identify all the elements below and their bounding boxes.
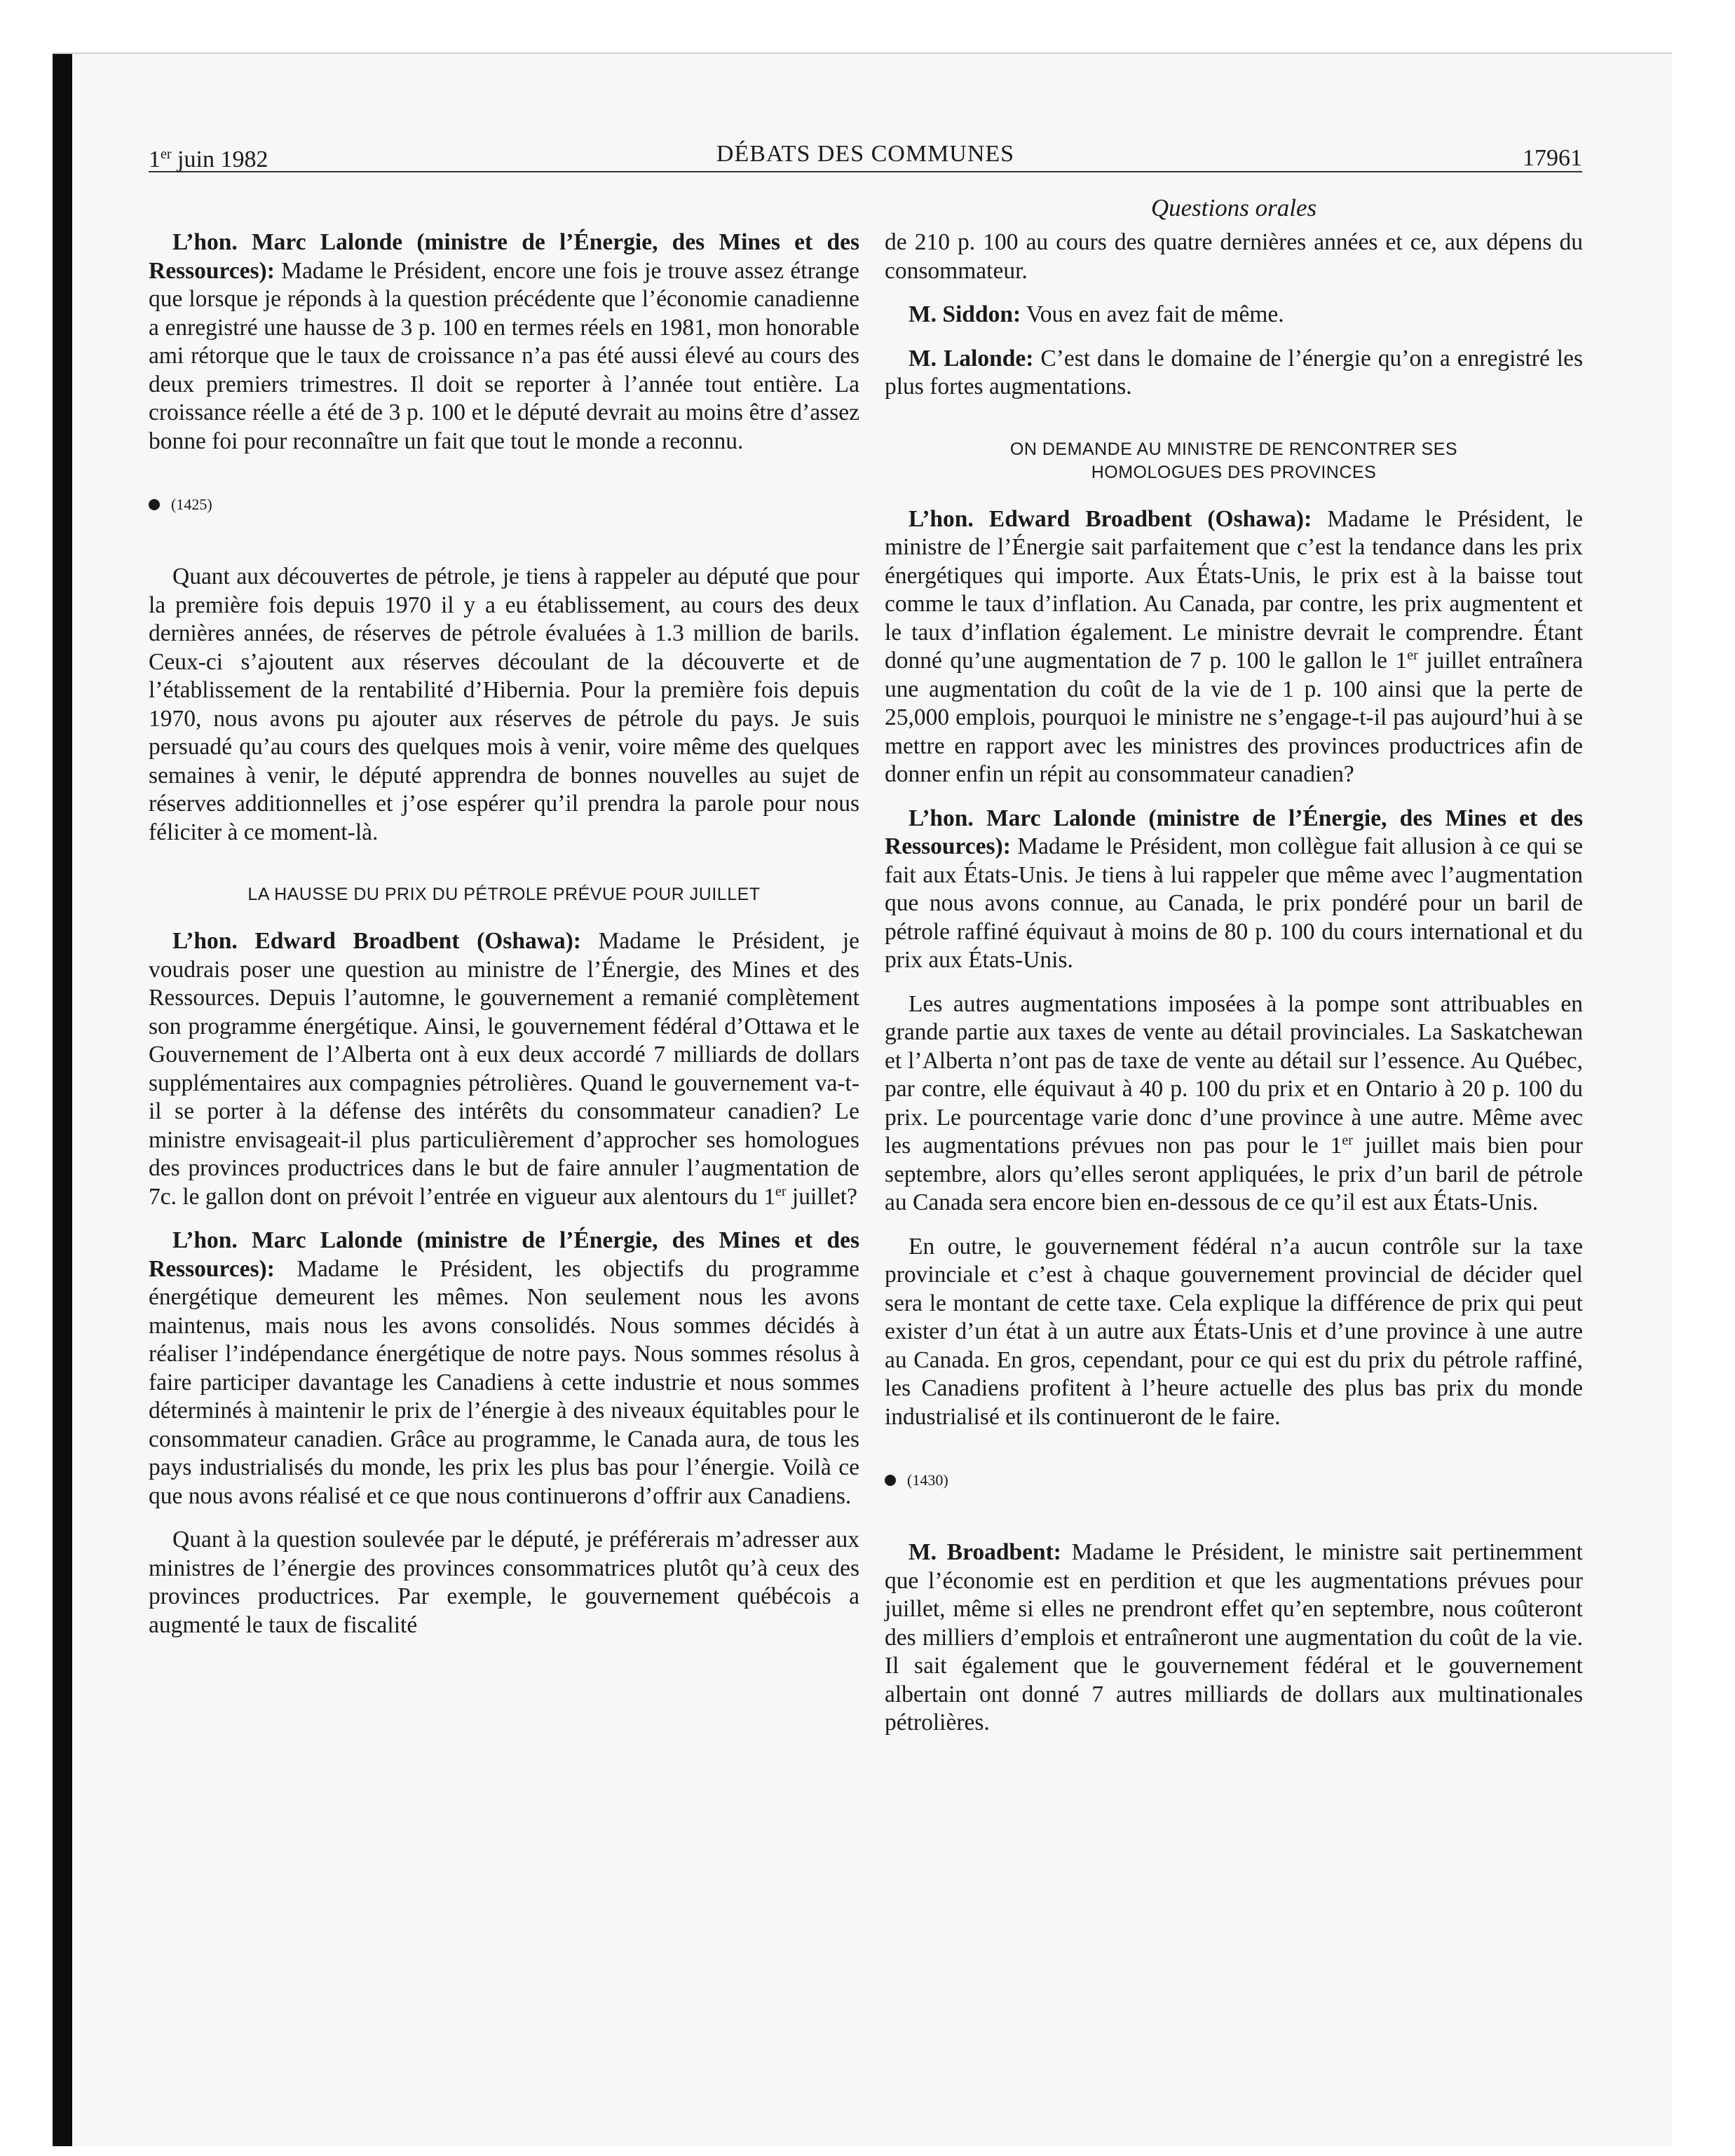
speaker-name: M. Broadbent: — [909, 1539, 1061, 1565]
section-title-line: ON DEMANDE AU MINISTRE DE RENCONTRER SES — [1009, 439, 1458, 459]
paragraph: Quant à la question soulevée par le député, je préférerais m’adresser aux ministres de l’énergie des provinces consommatrices plutôt qu’à ceux des provinces productrices. Par exemple, le gouvernement québécois a augmenté le taux de fiscalité — [149, 1527, 859, 1638]
speech-text-end: juillet entraînera une augmentation du coût de la vie de 1 p. 100 ainsi que la perte de 25,000 emplois, pourquoi le ministre ne s’engage-t-il pas aujourd’hui à se mettre en rapport avec les ministres des provinces productrices afin de donner enfin un répit au consommateur canadien? — [885, 648, 1583, 787]
time-marker — [149, 494, 859, 515]
header-title: DÉBATS DES COMMUNES — [716, 141, 1015, 167]
section-title-line: HOMOLOGUES DES PROVINCES — [1091, 462, 1377, 482]
running-head: Questions orales — [1150, 194, 1317, 221]
paragraph — [149, 228, 859, 456]
speaker-name: L’hon. Marc Lalonde (ministre de l’Énergie, des Mines et des Ressources): — [149, 1227, 859, 1282]
bullet-icon — [149, 499, 160, 510]
section-title — [885, 438, 1583, 484]
speech-text: Madame le Président, le ministre de l’Énergie sait parfaitement que c’est la tendance dans les prix énergétiques qui importe. Aux États-Unis, le prix est à la baisse tout comme le taux d’inflation. Au Canada, par contre, les prix augmentent et le taux d’inflation également. Le ministre devrait le comprendre. Étant donné qu’une augmentation de 7 p. 100 le gallon le 1 — [885, 505, 1583, 674]
speech-text: Madame le Président, les objectifs du programme énergétique demeurent les mêmes. Non seulement nous les avons maintenus, mais nous les avons consolidés. Nous sommes décidés à réaliser l’indépendance énergétique de notre pays. Nous sommes résolus à faire participer davantage les Canadiens à cette industrie et nous sommes déterminés à maintenir le prix de l’énergie à des niveaux équitables pour le consommateur canadien. Grâce au programme, le Canada aura, de tous les pays industrialisés du monde, les prix les plus bas pour l’énergie. Voilà ce que nous avons réalisé et ce que nous continuerons d’offrir aux Canadiens. — [149, 1255, 859, 1509]
page-header — [149, 137, 1582, 172]
speaker-name: L’hon. Marc Lalonde (ministre de l’Énergie, des Mines et des Ressources): — [885, 805, 1583, 859]
time-marker — [885, 1470, 1583, 1491]
speech-text: Madame le Président, je voudrais poser une question au ministre de l’Énergie, des Mines et des Ressources. Depuis l’automne, le gouvernement a remanié complètement son programme énergétique. Ainsi, le gouvernement fédéral d’Ottawa et le Gouvernement de l’Alberta ont à eux deux accordé 7 milliards de dollars supplémentaires aux compagnies pétrolières. Quand le gouvernement va-t-il se porter à la défense des intérêts du consommateur canadien? Le ministre envisageait-il plus particulièrement d’approcher ses homologues des provinces productrices dans le but de faire annuler l’augmentation de 7c. le gallon dont on prévoit l’entrée en vigueur aux alentours du 1 — [149, 928, 859, 1210]
header-page-number: 17961 — [1523, 145, 1582, 171]
ordinal-suffix: er — [1342, 1133, 1353, 1148]
paragraph — [885, 345, 1583, 402]
speaker-name: L’hon. Edward Broadbent (Oshawa): — [909, 505, 1312, 532]
paragraph — [885, 301, 1583, 329]
time-marker-label: (1430) — [907, 1471, 948, 1489]
right-column — [885, 228, 1583, 1738]
speaker-name: M. Lalonde: — [909, 345, 1034, 371]
ordinal-suffix: er — [1407, 648, 1418, 663]
paragraph — [885, 505, 1583, 789]
header-date-day: 1 — [149, 146, 161, 172]
paragraph — [885, 805, 1583, 975]
paragraph: de 210 p. 100 au cours des quatre dernières années et ce, aux dépens du consommateur. — [885, 229, 1583, 284]
header-date-suffix: er — [161, 146, 172, 162]
speech-text: Madame le Président, le ministre sait pertinemment que l’économie est en perdition et que les augmentations prévues pour juillet, même si elles ne prendront effet qu’en septembre, nous coûteront des milliers d’emplois et entraîneront une augmentation du coût de la vie. Il sait également que le gouvernement fédéral et le gouvernement albertain ont donné 7 autres milliards de dollars aux multinationales pétrolières. — [885, 1539, 1583, 1735]
speech-text-end: juillet? — [786, 1183, 857, 1210]
speech-text: Madame le Président, mon collègue fait allusion à ce qui se fait aux États-Unis. Je tiens à lui rappeler que même avec l’augmentation que nous avons connue, au Canada, le prix pondéré pour un baril de pétrole raffiné équivaut à moins de 80 p. 100 du cours international et du prix aux États-Unis. — [885, 833, 1583, 973]
scan-border-left — [53, 53, 72, 2146]
speaker-name: L’hon. Marc Lalonde (ministre de l’Énergie, des Mines et des Ressources): — [149, 229, 859, 284]
time-marker-label: (1425) — [171, 496, 212, 513]
header-date-rest: juin 1982 — [171, 146, 268, 172]
bullet-icon — [885, 1475, 896, 1486]
speaker-name: M. Siddon: — [909, 301, 1021, 327]
paragraph — [885, 990, 1583, 1217]
speech-text: Madame le Président, encore une fois je trouve assez étrange que lorsque je réponds à la question précédente que l’économie canadienne a enregistré une hausse de 3 p. 100 en termes réels en 1981, mon honorable ami rétorque que le taux de croissance n’a pas été aussi élevé au cours des deux premiers trimestres. Il doit se reporter à l’année tout entière. La croissance réelle a été de 3 p. 100 et le député devrait au moins être d’assez bonne foi pour reconnaître un fait que tout le monde a reconnu. — [149, 257, 859, 454]
paragraph — [885, 1538, 1583, 1738]
speaker-name: L’hon. Edward Broadbent (Oshawa): — [172, 928, 581, 954]
ordinal-suffix: er — [775, 1183, 787, 1199]
speech-text: C’est dans le domaine de l’énergie qu’on a enregistré les plus fortes augmentations. — [885, 345, 1583, 400]
speech-text: Les autres augmentations imposées à la pompe sont attribuables en grande partie aux taxes de vente au détail provinciales. La Saskatchewan et l’Alberta n’ont pas de taxe de vente au détail sur l’essence. Au Québec, par contre, elle équivaut à 40 p. 100 du prix et en Ontario à 20 p. 100 du prix. Le pourcentage varie donc d’une province à une autre. Même avec les augmentations prévues non pas pour le 1 — [885, 990, 1583, 1159]
paragraph: En outre, le gouvernement fédéral n’a aucun contrôle sur la taxe provinciale et c’est à chaque gouvernement provincial de décider quel sera le montant de cette taxe. Cela explique la différence de prix qui peut exister d’un état à un autre aux États-Unis et d’une province à une autre au Canada. En gros, cependant, pour ce qui est du prix du pétrole raffiné, les Canadiens profitent à l’heure actuelle des plus bas prix du monde industrialisé et ils continueront de le faire. — [885, 1233, 1583, 1430]
speech-text-end: juillet mais bien pour septembre, alors qu’elles seront appliquées, le prix d’un baril de pétrole au Canada sera encore bien en-dessous de ce qu’il est aux États-Unis. — [885, 1133, 1583, 1215]
paragraph — [149, 927, 859, 1211]
section-title: LA HAUSSE DU PRIX DU PÉTROLE PRÉVUE POUR JUILLET — [247, 885, 761, 904]
left-column — [149, 228, 859, 1639]
speech-text: Vous en avez fait de même. — [1021, 301, 1284, 327]
paragraph — [149, 1227, 859, 1510]
paragraph: Quant aux découvertes de pétrole, je tiens à rappeler au député que pour la première fois depuis 1970 il y a eu établissement, au cours des deux dernières années, de réserves de pétrole évaluées à 1.3 million de barils. Ceux-ci s’ajoutent aux réserves découlant de la découverte et de l’établissement de la rentabilité d’Hibernia. Pour la première fois depuis 1970, nous avons pu ajouter aux réserves de pétrole du pays. Je suis persuadé qu’au cours des quelques mois à venir, voire même des quelques semaines à venir, le député apprendra de bonnes nouvelles au sujet de réserves additionnelles et j’ose espérer qu’il prendra la parole pour nous féliciter à ce moment-là. — [149, 564, 859, 845]
